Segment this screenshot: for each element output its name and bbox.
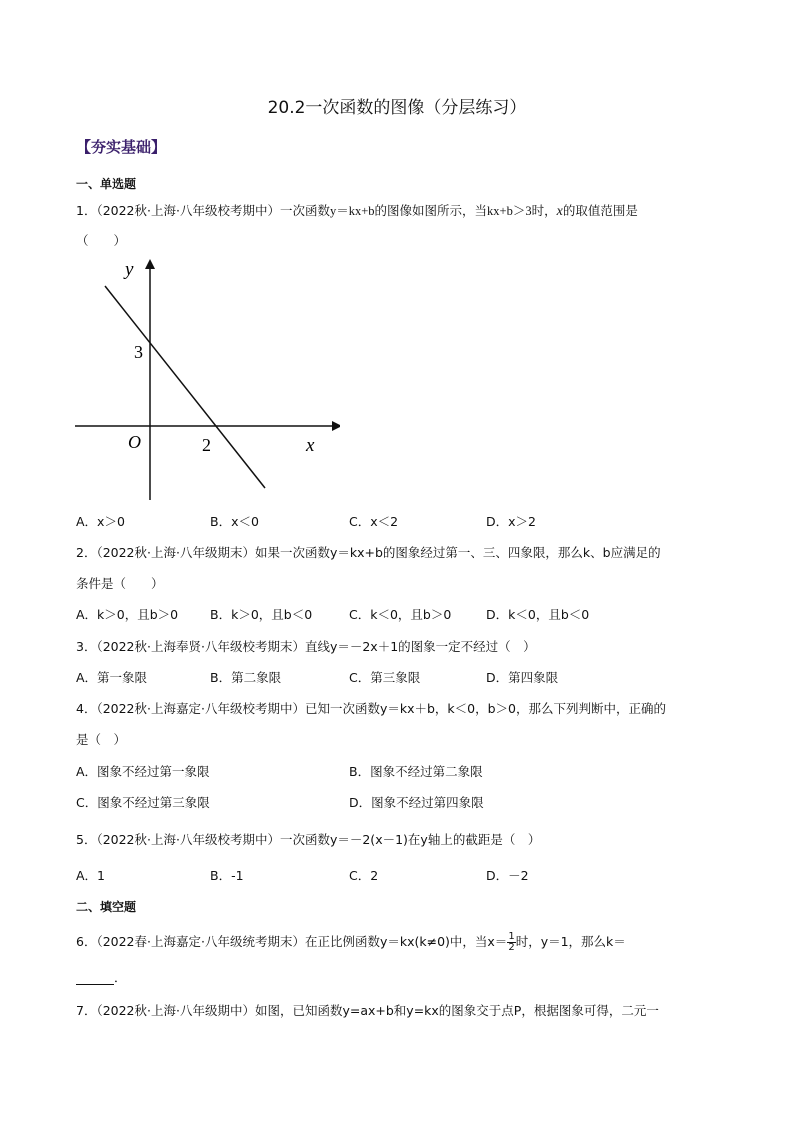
q6-fraction-denominator: 2 [508, 942, 515, 953]
y-intercept-label: 3 [134, 342, 143, 362]
q1-end: 的取值范围是 [562, 203, 638, 218]
q1-x-var: x [556, 204, 563, 219]
q1-option-d[interactable]: D．x＞2 [486, 514, 536, 529]
part-heading-single-choice: 一、单选题 [76, 177, 137, 191]
x-axis-arrow [332, 421, 340, 431]
q1-graph [70, 255, 340, 505]
q5-option-b[interactable]: B．-1 [210, 868, 244, 883]
q6-fraction [507, 932, 515, 953]
section-heading: 【夯实基础】 [76, 138, 167, 156]
q1-option-b[interactable]: B．x＜0 [210, 514, 259, 529]
q1-function: y＝kx+b [329, 204, 375, 218]
q1-option-c[interactable]: C．x＜2 [349, 514, 399, 529]
part-heading-fill-blank: 二、填空题 [76, 900, 137, 914]
question-6-line-2 [76, 970, 127, 985]
question-6-line-1 [76, 932, 626, 953]
q1-condition: kx+b＞3 [487, 204, 532, 218]
q6-answer-blank[interactable] [76, 972, 114, 985]
question-4-line-2: 是（ ） [76, 732, 127, 747]
page-title: 20.2一次函数的图像（分层练习） [267, 98, 527, 118]
q6-lead: 6．（2022春·上海嘉定·八年级统考期末）在正比例函数y＝kx(k≠0)中，当x＝ [76, 934, 508, 949]
question-4-line-1: 4．（2022秋·上海嘉定·八年级校考期中）已知一次函数y＝kx＋b，k＜0，b＞0，那么下列判断中，正确的 [76, 701, 667, 716]
y-axis-arrow [145, 259, 155, 269]
q5-option-c[interactable]: C．2 [349, 868, 379, 883]
x-intercept-label: 2 [202, 435, 211, 455]
q4-option-a[interactable]: A．图象不经过第一象限 [76, 764, 210, 779]
question-2-line-2: 条件是（ ） [76, 576, 164, 591]
q6-end: ． [114, 970, 127, 985]
q1-paren: （ ） [76, 233, 127, 248]
q4-option-c[interactable]: C．图象不经过第三象限 [76, 795, 210, 810]
q3-option-b[interactable]: B．第二象限 [210, 670, 282, 685]
y-axis-label: y [125, 259, 134, 280]
question-1-line-1 [76, 203, 638, 221]
q2-option-d[interactable]: D．k＜0，且b＜0 [486, 607, 590, 622]
q1-mid: 的图像如图所示，当 [374, 203, 488, 218]
x-axis-label: x [306, 435, 315, 456]
question-3: 3．（2022秋·上海奉贤·八年级校考期末）直线y＝－2x＋1的图象一定不经过（ ） [76, 639, 536, 654]
q1-tail: 时， [531, 203, 557, 218]
question-7-line-1: 7．（2022秋·上海·八年级期中）如图，已知函数y=ax+b和y=kx的图象交于点P，根据图象可得，二元一 [76, 1003, 659, 1018]
q1-lead: 1．（2022秋·上海·八年级校考期中）一次函数 [76, 203, 330, 218]
q3-option-d[interactable]: D．第四象限 [486, 670, 559, 685]
question-2-line-1: 2．（2022秋·上海·八年级期末）如果一次函数y＝kx+b的图象经过第一、三、四象限，那么k、b应满足的 [76, 545, 661, 560]
q6-fraction-numerator: 1 [508, 931, 515, 942]
q2-option-b[interactable]: B．k＞0，且b＜0 [210, 607, 313, 622]
q2-option-c[interactable]: C．k＜0，且b＞0 [349, 607, 452, 622]
q6-tail: 时，y＝1，那么k＝ [515, 934, 626, 949]
q1-option-a[interactable]: A．x＞0 [76, 514, 125, 529]
q3-option-a[interactable]: A．第一象限 [76, 670, 148, 685]
function-line [105, 286, 265, 488]
origin-label: O [128, 432, 141, 452]
q5-option-a[interactable]: A．1 [76, 868, 106, 883]
q4-option-d[interactable]: D．图象不经过第四象限 [349, 795, 484, 810]
q4-option-b[interactable]: B．图象不经过第二象限 [349, 764, 483, 779]
question-5: 5．（2022秋·上海·八年级校考期中）一次函数y＝－2(x－1)在y轴上的截距是（ ） [76, 832, 541, 847]
q3-option-c[interactable]: C．第三象限 [349, 670, 421, 685]
q5-option-d[interactable]: D．－2 [486, 868, 529, 883]
q2-option-a[interactable]: A．k＞0，且b＞0 [76, 607, 179, 622]
